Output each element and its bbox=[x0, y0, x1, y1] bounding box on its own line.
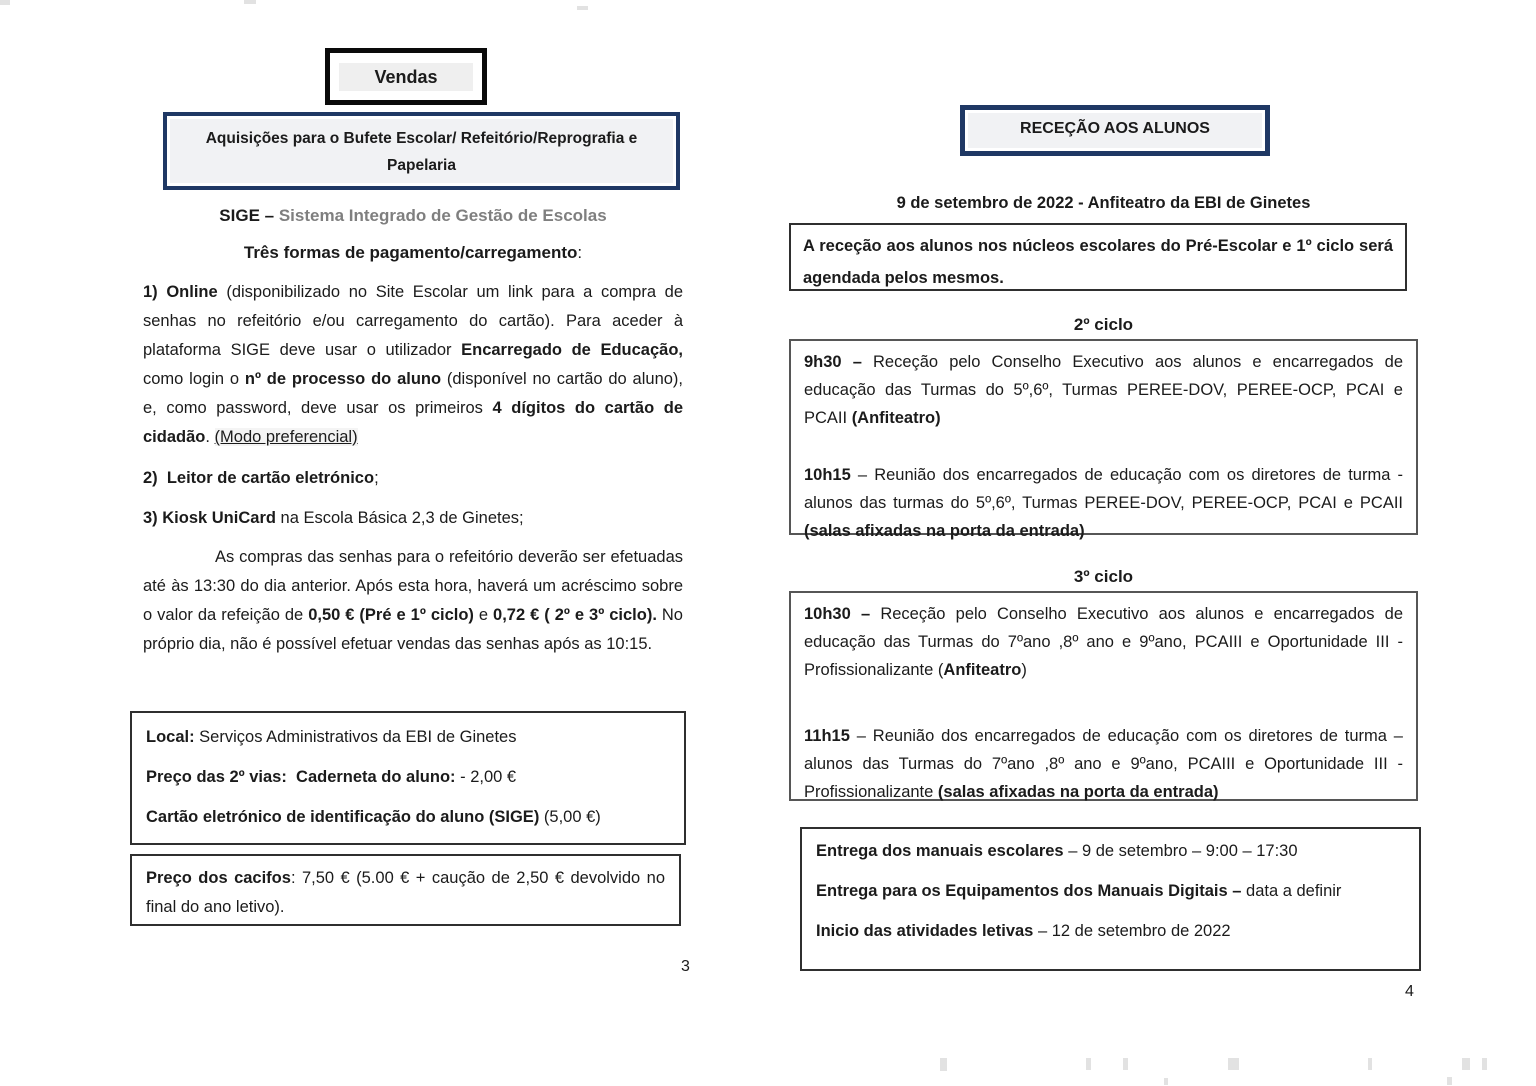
card-price-line bbox=[146, 805, 670, 829]
text-segment: : 7,50 € (5.00 € + caução de 2,50 € devolvido no final do ano letivo). bbox=[146, 869, 665, 916]
vendas-title: Vendas bbox=[339, 63, 473, 91]
page-number-4: 4 bbox=[1405, 983, 1414, 1000]
paragraph-compras-senhas bbox=[143, 543, 683, 659]
scan-artifact bbox=[1482, 1058, 1487, 1070]
text-segment: Entrega dos manuais escolares bbox=[816, 842, 1064, 860]
text-segment: No próprio dia, não é possível efetuar vendas das senhas após as 10:15. bbox=[143, 606, 683, 653]
ciclo2-heading: 2º ciclo bbox=[1073, 315, 1134, 334]
sige-heading bbox=[143, 206, 683, 226]
pre-escolar-box bbox=[789, 223, 1407, 291]
text-segment: (disponível no cartão do aluno), e, como password, deve usar os primeiros bbox=[143, 370, 684, 417]
modo-preferencial-underlined: (Modo preferencial) bbox=[214, 428, 358, 446]
text-segment: Receção pelo Conselho Executivo aos alunos e encarregados de educação das Turmas do 7ºano ,8º ano e 9ºano, PCAIII e Oportunidade III -Profissionalizante ( bbox=[804, 605, 1404, 679]
text-segment: 9h30 – bbox=[804, 353, 862, 371]
ciclo2-item-10h15 bbox=[804, 461, 1403, 545]
text-segment: (salas afixadas na porta da entrada) bbox=[804, 522, 1085, 540]
text-segment: 4 dígitos do cartão de cidadão bbox=[143, 399, 683, 446]
text-segment: Preço dos cacifos bbox=[146, 869, 291, 887]
vendas-title-box bbox=[325, 48, 487, 105]
manuais-escolares-line bbox=[816, 840, 1405, 863]
text-segment: Local: bbox=[146, 728, 195, 746]
ciclo3-schedule-box bbox=[789, 591, 1418, 801]
text-segment: data a definir bbox=[1241, 882, 1342, 900]
ciclo2-item-9h30 bbox=[804, 348, 1403, 432]
text-segment: 0,50 € (Pré e 1º ciclo) bbox=[308, 606, 474, 624]
text-segment: As compras das senhas para o refeitório deverão ser efetuadas até às 13:30 do dia anterior. Após esta hora, haverá um acréscimo sobre o valor da refeição de bbox=[143, 548, 683, 624]
text-segment: Cartão eletrónico de identificação do aluno (SIGE) bbox=[146, 808, 540, 826]
ciclo2-schedule-box bbox=[789, 339, 1418, 540]
text-segment: na Escola Básica 2,3 de Ginetes; bbox=[275, 509, 524, 527]
text-segment: - 2,00 € bbox=[455, 768, 517, 786]
paragraph-card-reader bbox=[143, 466, 683, 490]
page-number-3: 3 bbox=[681, 958, 690, 975]
scan-artifact bbox=[1447, 1077, 1452, 1085]
ciclo3-item-11h15 bbox=[804, 722, 1403, 806]
text-segment: – 12 de setembro de 2022 bbox=[1033, 922, 1231, 940]
text-segment: Anfiteatro bbox=[943, 661, 1022, 679]
text-segment: Encarregado de Educação, bbox=[461, 341, 683, 359]
text-segment: como login o bbox=[143, 370, 245, 388]
inicio-atividades-line bbox=[816, 920, 1405, 943]
local-line bbox=[146, 725, 670, 749]
paragraph-kiosk bbox=[143, 506, 683, 530]
text-segment: (Anfiteatro) bbox=[851, 409, 941, 427]
scan-artifact bbox=[244, 0, 256, 4]
scan-artifact bbox=[1228, 1058, 1239, 1070]
local-prices-box bbox=[130, 711, 686, 845]
aquisicoes-line2: Papelaria bbox=[387, 157, 456, 174]
scan-artifact bbox=[1164, 1078, 1168, 1085]
text-segment: 10h30 – bbox=[804, 605, 871, 623]
ciclo3-item-10h30 bbox=[804, 600, 1403, 684]
text-segment: Inicio das atividades letivas bbox=[816, 922, 1034, 940]
rececao-title-box bbox=[960, 105, 1270, 156]
ciclo3-heading: 3º ciclo bbox=[1073, 567, 1134, 586]
text-segment: (disponibilizado no Site Escolar um link para a compra de senhas no refeitório e/ou carregamento do cartão). Para aceder à plataforma SIGE deve usar o utilizador bbox=[143, 283, 684, 359]
text-segment: Preço das 2º vias: Caderneta do aluno: bbox=[146, 768, 456, 786]
payment-methods-heading bbox=[143, 243, 683, 263]
date-heading: 9 de setembro de 2022 - Anfiteatro da EBI de Ginetes bbox=[896, 194, 1311, 212]
text-segment: ; bbox=[374, 469, 379, 487]
scan-artifact bbox=[1086, 1058, 1091, 1070]
scan-artifact bbox=[940, 1058, 947, 1071]
text-segment: e bbox=[473, 606, 494, 624]
aquisicoes-line1: Aquisições para o Bufete Escolar/ Refeitório/Reprografia e bbox=[205, 130, 638, 147]
text-segment: – 9 de setembro – 9:00 – 17:30 bbox=[1063, 842, 1298, 860]
text-segment: ) bbox=[1021, 661, 1027, 679]
text-segment: 2) Leitor de cartão eletrónico bbox=[143, 469, 375, 487]
lockers-price-box bbox=[130, 854, 681, 926]
second-copies-price-line bbox=[146, 765, 670, 789]
text-segment: 1) Online bbox=[143, 283, 218, 301]
entrega-manuais-box bbox=[800, 827, 1421, 971]
text-segment: Receção pelo Conselho Executivo aos alunos e encarregados de educação das Turmas do 5º,6º, Turmas PEREE-DOV, PEREE-OCP, PCAI e PCAII bbox=[804, 353, 1403, 427]
text-segment: Três formas de pagamento/carregamento bbox=[243, 243, 578, 262]
text-segment: nº de processo do aluno bbox=[244, 370, 442, 388]
text-segment: (5,00 €) bbox=[539, 808, 601, 826]
paragraph-online bbox=[143, 278, 683, 452]
aquisicoes-box bbox=[163, 112, 680, 190]
text-segment: 0,72 € ( 2º e 3º ciclo). bbox=[493, 606, 657, 624]
manuais-digitais-line bbox=[816, 880, 1405, 903]
scan-artifact bbox=[0, 0, 10, 5]
text-segment: – Reunião dos encarregados de educação com os diretores de turma – alunos das Turmas do 7ºano ,8º ano e 9ºano, PCAIII e Oportunidade III -Profissionalizante bbox=[804, 727, 1403, 801]
text-segment: Entrega para os Equipamentos dos Manuais Digitais – bbox=[816, 882, 1242, 900]
text-segment: 11h15 bbox=[804, 727, 850, 745]
scan-artifact bbox=[1462, 1058, 1470, 1070]
text-segment: – Reunião dos encarregados de educação com os diretores de turma - alunos das turmas do 5º,6º, Turmas PEREE-DOV, PEREE-OCP, PCAI e PCAII bbox=[804, 466, 1403, 512]
sige-label: SIGE – bbox=[219, 206, 275, 225]
scan-artifact bbox=[577, 6, 588, 10]
text-segment: (salas afixadas na porta da entrada) bbox=[937, 783, 1219, 801]
sige-subtitle: Sistema Integrado de Gestão de Escolas bbox=[278, 206, 607, 225]
rececao-title: RECEÇÃO AOS ALUNOS bbox=[1020, 120, 1210, 137]
scan-artifact bbox=[1368, 1058, 1372, 1070]
text-segment: . bbox=[205, 428, 215, 446]
text-segment: : bbox=[577, 243, 583, 262]
text-segment: Serviços Administrativos da EBI de Ginetes bbox=[194, 728, 517, 746]
text-segment: 10h15 bbox=[804, 466, 851, 484]
text-segment: A receção aos alunos nos núcleos escolares do Pré-Escolar e 1º ciclo será agendada pelos mesmos. bbox=[803, 237, 1393, 287]
text-segment: 3) Kiosk UniCard bbox=[143, 509, 276, 527]
scan-artifact bbox=[1123, 1058, 1128, 1070]
